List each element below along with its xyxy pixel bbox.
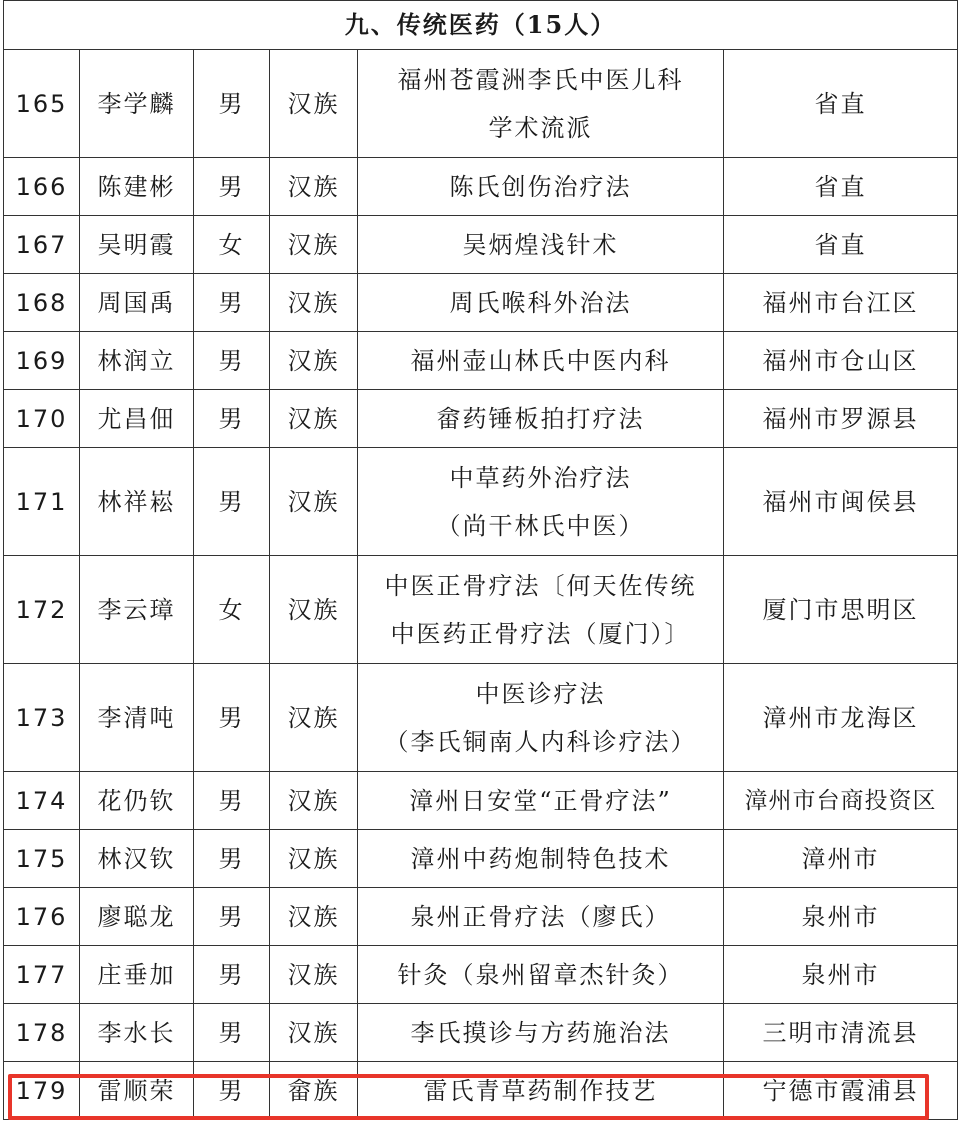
gender-cell: 男 bbox=[194, 1004, 270, 1062]
table-row bbox=[4, 50, 958, 158]
project-cell bbox=[358, 946, 724, 1004]
table-row bbox=[4, 390, 958, 448]
gender-cell: 男 bbox=[194, 390, 270, 448]
table-row bbox=[4, 448, 958, 556]
gender-cell: 男 bbox=[194, 1062, 270, 1120]
table-row bbox=[4, 556, 958, 664]
project-line: 中草药外治疗法 bbox=[449, 463, 632, 492]
table-row bbox=[4, 1004, 958, 1062]
table-row bbox=[4, 274, 958, 332]
project-line: 针灸（泉州留章杰针灸） bbox=[397, 960, 684, 989]
gender-cell: 男 bbox=[194, 830, 270, 888]
table-row bbox=[4, 332, 958, 390]
gender-cell: 男 bbox=[194, 664, 270, 772]
name-cell: 吴明霞 bbox=[80, 216, 194, 274]
name-cell: 李学麟 bbox=[80, 50, 194, 158]
region-cell: 福州市仓山区 bbox=[724, 332, 958, 390]
serial-number-cell: 179 bbox=[4, 1062, 80, 1120]
region-cell: 宁德市霞浦县 bbox=[724, 1062, 958, 1120]
inheritor-roster-table bbox=[3, 0, 958, 1120]
serial-number-cell: 169 bbox=[4, 332, 80, 390]
ethnicity-cell: 汉族 bbox=[270, 1004, 358, 1062]
gender-cell: 男 bbox=[194, 158, 270, 216]
table-row bbox=[4, 830, 958, 888]
gender-cell: 男 bbox=[194, 946, 270, 1004]
table-row bbox=[4, 888, 958, 946]
project-cell bbox=[358, 50, 724, 158]
name-cell: 林润立 bbox=[80, 332, 194, 390]
serial-number-cell: 172 bbox=[4, 556, 80, 664]
ethnicity-cell: 汉族 bbox=[270, 830, 358, 888]
project-cell bbox=[358, 830, 724, 888]
project-line: 漳州日安堂“正骨疗法” bbox=[409, 786, 672, 815]
name-cell: 雷顺荣 bbox=[80, 1062, 194, 1120]
name-cell: 林汉钦 bbox=[80, 830, 194, 888]
project-line: 福州苍霞洲李氏中医儿科 bbox=[397, 65, 684, 94]
serial-number-cell: 177 bbox=[4, 946, 80, 1004]
gender-cell: 男 bbox=[194, 888, 270, 946]
ethnicity-cell: 畲族 bbox=[270, 1062, 358, 1120]
project-cell bbox=[358, 888, 724, 946]
name-cell: 陈建彬 bbox=[80, 158, 194, 216]
serial-number-cell: 170 bbox=[4, 390, 80, 448]
ethnicity-cell: 汉族 bbox=[270, 50, 358, 158]
ethnicity-cell: 汉族 bbox=[270, 274, 358, 332]
ethnicity-cell: 汉族 bbox=[270, 448, 358, 556]
project-cell bbox=[358, 664, 724, 772]
region-cell: 福州市闽侯县 bbox=[724, 448, 958, 556]
serial-number-cell: 174 bbox=[4, 772, 80, 830]
name-cell: 廖聪龙 bbox=[80, 888, 194, 946]
name-cell: 尤昌佃 bbox=[80, 390, 194, 448]
gender-cell: 男 bbox=[194, 772, 270, 830]
project-cell bbox=[358, 332, 724, 390]
serial-number-cell: 165 bbox=[4, 50, 80, 158]
name-cell: 林祥崧 bbox=[80, 448, 194, 556]
serial-number-cell: 167 bbox=[4, 216, 80, 274]
gender-cell: 女 bbox=[194, 556, 270, 664]
table-row bbox=[4, 1062, 958, 1120]
name-cell: 李清吨 bbox=[80, 664, 194, 772]
project-line: 漳州中药炮制特色技术 bbox=[410, 844, 671, 873]
region-cell: 省直 bbox=[724, 50, 958, 158]
ethnicity-cell: 汉族 bbox=[270, 158, 358, 216]
region-cell: 泉州市 bbox=[724, 888, 958, 946]
gender-cell: 男 bbox=[194, 50, 270, 158]
serial-number-cell: 171 bbox=[4, 448, 80, 556]
serial-number-cell: 178 bbox=[4, 1004, 80, 1062]
table-row bbox=[4, 946, 958, 1004]
table-row bbox=[4, 664, 958, 772]
gender-cell: 男 bbox=[194, 274, 270, 332]
project-line: 中医正骨疗法〔何天佐传统 bbox=[384, 571, 697, 600]
project-line: 雷氏青草药制作技艺 bbox=[423, 1076, 658, 1105]
project-line: 中医药正骨疗法（厦门）〕 bbox=[390, 619, 691, 648]
gender-cell: 女 bbox=[194, 216, 270, 274]
ethnicity-cell: 汉族 bbox=[270, 772, 358, 830]
region-cell: 泉州市 bbox=[724, 946, 958, 1004]
section-header-row bbox=[4, 1, 958, 50]
table-row bbox=[4, 158, 958, 216]
region-cell: 厦门市思明区 bbox=[724, 556, 958, 664]
name-cell: 李水长 bbox=[80, 1004, 194, 1062]
project-cell bbox=[358, 772, 724, 830]
ethnicity-cell: 汉族 bbox=[270, 664, 358, 772]
name-cell: 周国禹 bbox=[80, 274, 194, 332]
name-cell: 李云璋 bbox=[80, 556, 194, 664]
ethnicity-cell: 汉族 bbox=[270, 216, 358, 274]
project-line: 泉州正骨疗法（廖氏） bbox=[410, 902, 671, 931]
project-cell bbox=[358, 158, 724, 216]
project-line: 福州壶山林氏中医内科 bbox=[410, 346, 671, 375]
region-cell: 省直 bbox=[724, 158, 958, 216]
project-line: 李氏摸诊与方药施治法 bbox=[410, 1018, 671, 1047]
serial-number-cell: 176 bbox=[4, 888, 80, 946]
ethnicity-cell: 汉族 bbox=[270, 946, 358, 1004]
serial-number-cell: 173 bbox=[4, 664, 80, 772]
project-line: （尚干林氏中医） bbox=[436, 511, 645, 540]
project-cell bbox=[358, 1004, 724, 1062]
region-cell: 漳州市 bbox=[724, 830, 958, 888]
project-line: 中医诊疗法 bbox=[475, 679, 606, 708]
ethnicity-cell: 汉族 bbox=[270, 390, 358, 448]
project-line: 吴炳煌浅针术 bbox=[462, 230, 619, 259]
project-cell bbox=[358, 448, 724, 556]
serial-number-cell: 168 bbox=[4, 274, 80, 332]
table-row bbox=[4, 772, 958, 830]
project-line: 陈氏创伤治疗法 bbox=[449, 172, 632, 201]
region-cell: 福州市罗源县 bbox=[724, 390, 958, 448]
project-cell bbox=[358, 556, 724, 664]
gender-cell: 男 bbox=[194, 332, 270, 390]
table-row bbox=[4, 216, 958, 274]
project-line: 畲药锤板拍打疗法 bbox=[436, 404, 645, 433]
serial-number-cell: 166 bbox=[4, 158, 80, 216]
name-cell: 庄垂加 bbox=[80, 946, 194, 1004]
section-title: 九、传统医药（15人） bbox=[4, 1, 958, 50]
ethnicity-cell: 汉族 bbox=[270, 556, 358, 664]
region-cell: 三明市清流县 bbox=[724, 1004, 958, 1062]
ethnicity-cell: 汉族 bbox=[270, 888, 358, 946]
region-cell: 省直 bbox=[724, 216, 958, 274]
project-line: 学术流派 bbox=[488, 113, 593, 142]
region-cell: 漳州市龙海区 bbox=[724, 664, 958, 772]
project-line: 周氏喉科外治法 bbox=[449, 288, 632, 317]
project-cell bbox=[358, 216, 724, 274]
ethnicity-cell: 汉族 bbox=[270, 332, 358, 390]
project-line: （李氏铜南人内科诊疗法） bbox=[384, 727, 697, 756]
project-cell bbox=[358, 390, 724, 448]
region-cell: 漳州市台商投资区 bbox=[724, 772, 958, 830]
project-cell bbox=[358, 1062, 724, 1120]
project-cell bbox=[358, 274, 724, 332]
gender-cell: 男 bbox=[194, 448, 270, 556]
name-cell: 花仍钦 bbox=[80, 772, 194, 830]
region-cell: 福州市台江区 bbox=[724, 274, 958, 332]
serial-number-cell: 175 bbox=[4, 830, 80, 888]
